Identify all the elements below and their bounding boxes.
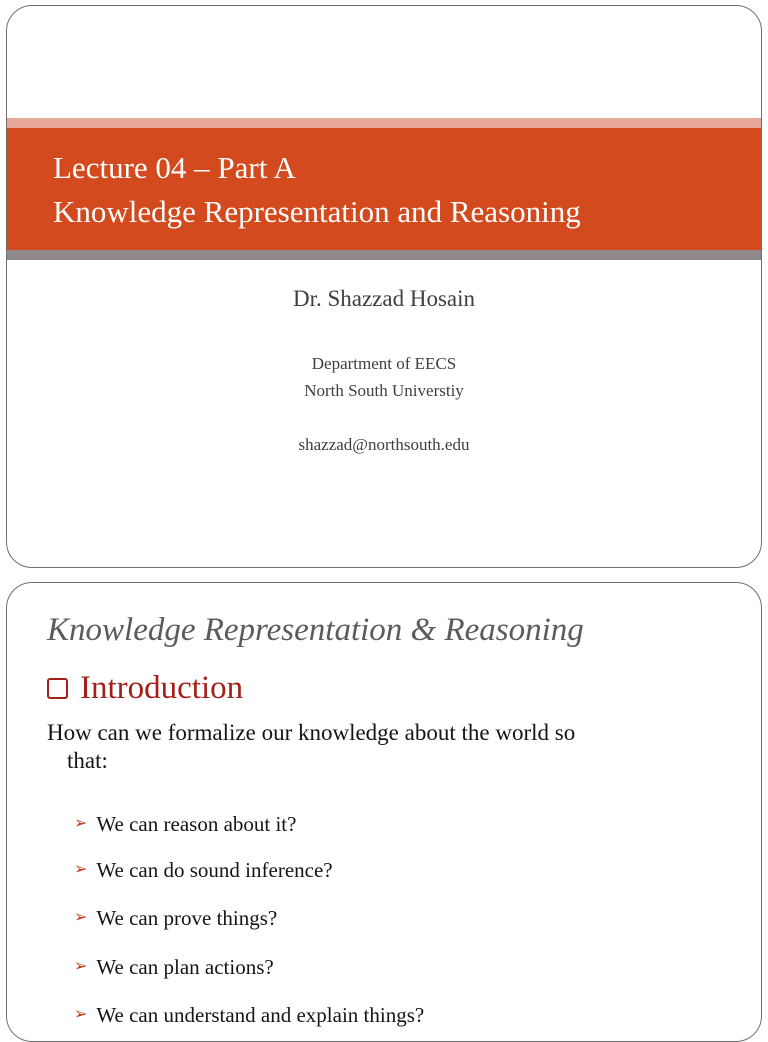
arrowhead-bullet-icon: ➢	[74, 861, 88, 878]
department: Department of EECS	[311, 354, 457, 373]
slide-title: Knowledge Representation & Reasoning	[47, 612, 584, 648]
list-item	[74, 1002, 424, 1028]
list-item-text: We can do sound inference?	[96, 858, 333, 882]
list-item-text: We can understand and explain things?	[96, 1003, 425, 1027]
list-item	[74, 811, 296, 837]
title-band-bottom	[7, 250, 761, 260]
list-item	[74, 954, 274, 980]
arrowhead-bullet-icon: ➢	[74, 1006, 88, 1023]
university: North South Universtiy	[304, 381, 464, 400]
list-item-text: We can reason about it?	[96, 812, 297, 836]
title-slide	[6, 5, 762, 568]
arrowhead-bullet-icon: ➢	[74, 958, 88, 975]
checkbox-square-icon	[47, 678, 68, 699]
arrowhead-bullet-icon: ➢	[74, 909, 88, 926]
intro-text-line1: How can we formalize our knowledge about the world so	[47, 720, 576, 745]
author-name: Dr. Shazzad Hosain	[292, 286, 476, 311]
content-slide	[6, 582, 762, 1042]
title-band-top	[7, 118, 761, 128]
lecture-title: Lecture 04 – Part A	[53, 150, 296, 185]
section-heading	[47, 669, 243, 707]
list-item	[74, 905, 277, 931]
list-item-text: We can prove things?	[96, 906, 278, 930]
list-item-text: We can plan actions?	[96, 955, 274, 979]
list-item	[74, 857, 333, 883]
lecture-subtitle: Knowledge Representation and Reasoning	[53, 194, 581, 229]
arrowhead-bullet-icon: ➢	[74, 815, 88, 832]
title-band	[7, 128, 761, 250]
intro-text-line2: that:	[67, 748, 108, 773]
author-email: shazzad@northsouth.edu	[298, 435, 470, 454]
section-heading-label: Introduction	[80, 670, 244, 706]
